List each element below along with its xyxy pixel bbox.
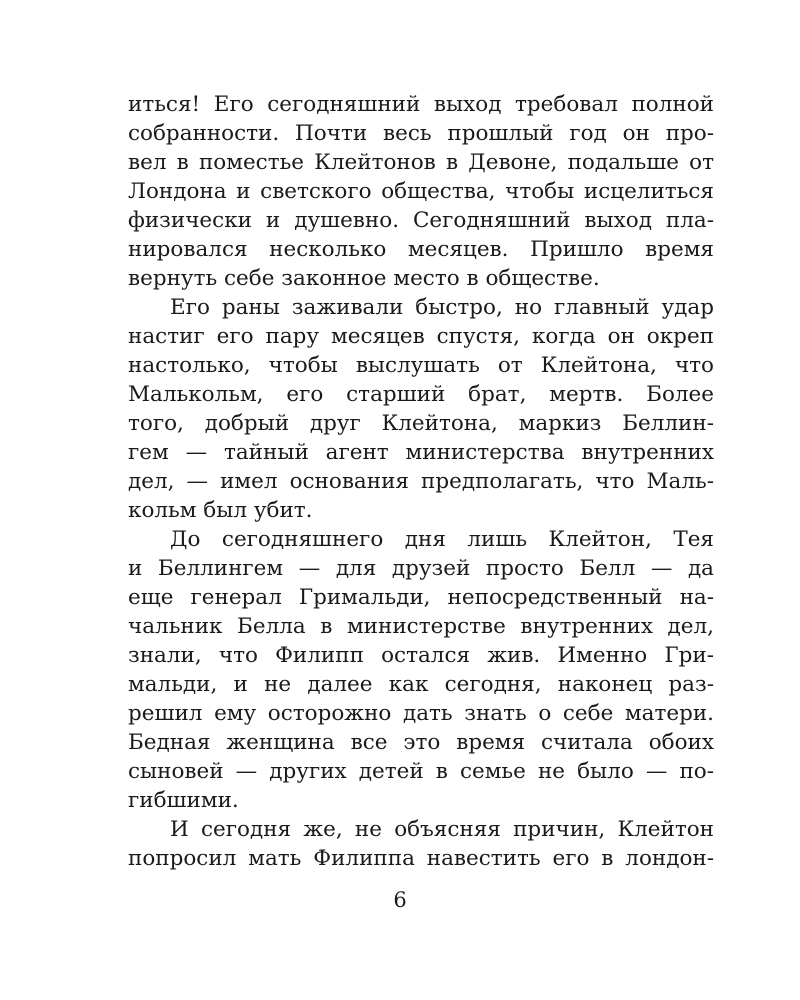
text-line: Лондона и светского общества, чтобы исцелиться [128,179,714,204]
text-line: нировался несколько месяцев. Пришло время [128,237,714,262]
text-line: иться! Его сегодняшний выход требовал полной [128,92,714,117]
text-line: настиг его пару месяцев спустя, когда он окреп [128,324,714,349]
text-line: сыновей — других детей в семье не было — по- [128,759,714,784]
paragraph [128,90,714,293]
paragraph [128,815,714,873]
text-line: вернуть себе законное место в обществе. [128,266,600,291]
text-line: гем — тайный агент министерства внутренних [128,440,714,465]
text-line: настолько, чтобы выслушать от Клейтона, что [128,353,714,378]
page-text [128,90,714,873]
paragraph [128,525,714,815]
text-line: И сегодня же, не объясняя причин, Клейтон [170,817,714,842]
text-line: вел в поместье Клейтонов в Девоне, подальше от [128,150,714,175]
text-line: и Беллингем — для друзей просто Белл — да [128,556,714,581]
paragraph [128,293,714,525]
text-line: Бедная женщина все это время считала обоих [128,730,714,755]
text-line: еще генерал Гримальди, непосредственный на- [128,585,714,610]
text-line: До сегодняшнего дня лишь Клейтон, Тея [170,527,714,552]
text-line: Малькольм, его старший брат, мертв. Более [128,382,714,407]
text-line: физически и душевно. Сегодняшний выход пла- [128,208,714,233]
text-line: гибшими. [128,788,239,813]
page-number: 6 [393,888,407,912]
text-line: чальник Белла в министерстве внутренних дел, [128,614,714,639]
text-line: того, добрый друг Клейтона, маркиз Беллин- [128,411,714,436]
text-line: мальди, и не далее как сегодня, наконец раз- [128,672,714,697]
text-line: знали, что Филипп остался жив. Именно Гри- [128,643,714,668]
text-line: решил ему осторожно дать знать о себе матери. [128,701,714,726]
text-line: Его раны заживали быстро, но главный удар [170,295,714,320]
text-line: дел, — имел основания предполагать, что Маль- [128,469,714,494]
text-line: кольм был убит. [128,498,313,523]
text-line: попросил мать Филиппа навестить его в лондон- [128,846,714,871]
text-line: собранности. Почти весь прошлый год он про- [128,121,714,146]
